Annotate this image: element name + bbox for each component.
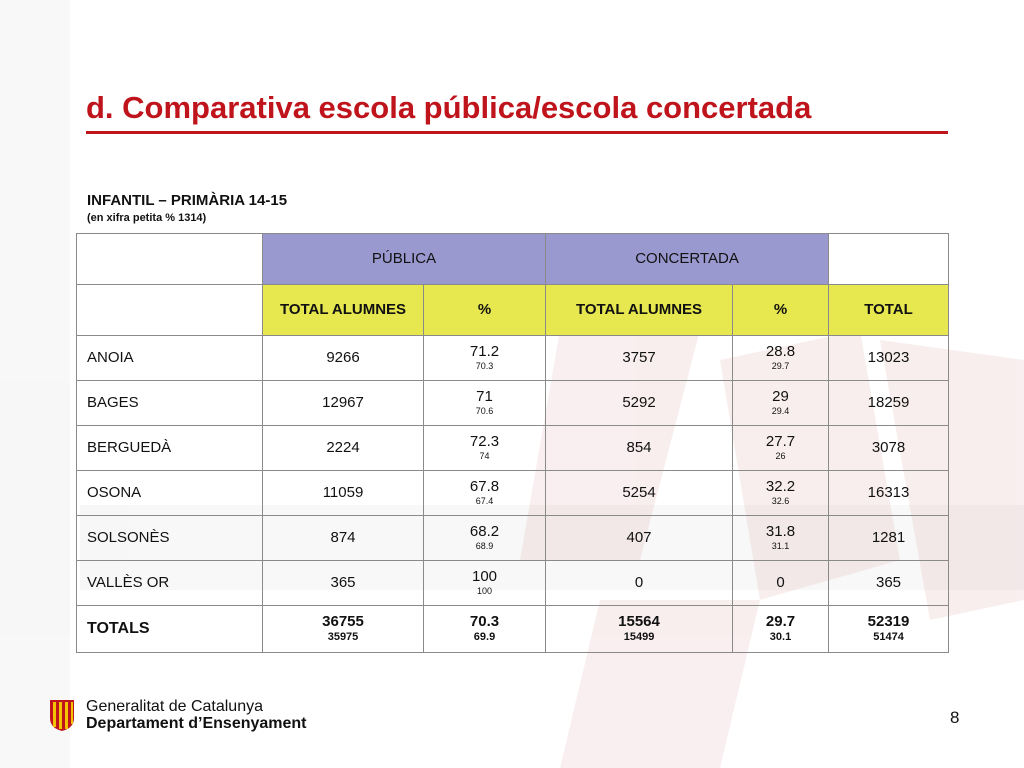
- pct-value: 28.8: [765, 343, 796, 361]
- public-group-header: PÚBLICA: [263, 234, 546, 285]
- total-cell: 3078: [829, 426, 949, 471]
- pub-total-cell: 2224: [263, 426, 424, 471]
- pct-value: 29: [772, 388, 789, 406]
- page-number: 8: [950, 708, 960, 727]
- total-prev-value: 51474: [873, 631, 904, 644]
- totals-label: TOTALS: [77, 606, 263, 653]
- pct-prev-value: 30.1: [769, 631, 792, 644]
- pub-total-cell: 365: [263, 561, 424, 606]
- pct-value: 100: [471, 568, 498, 586]
- pct-value: 71: [476, 388, 493, 406]
- pct-prev-value: 31.1: [771, 541, 790, 552]
- total-cell: [829, 606, 949, 653]
- con-pct-cell: [733, 606, 829, 653]
- pub-pct-cell: [424, 606, 546, 653]
- pct-prev-value: 26: [775, 451, 786, 462]
- con-total-cell: 3757: [546, 336, 733, 381]
- total-value: 52319: [867, 613, 910, 631]
- con-total-cell: 0: [546, 561, 733, 606]
- row-name: SOLSONÈS: [77, 516, 263, 561]
- pub-total-cell: 874: [263, 516, 424, 561]
- pub-total-cell: [263, 606, 424, 653]
- col-header-con-total: TOTAL ALUMNES: [546, 285, 733, 336]
- pct-prev-value: 67.4: [475, 496, 494, 507]
- pct-value: 27.7: [765, 433, 796, 451]
- empty-header-cell: [829, 234, 949, 285]
- total-value: 15564: [618, 613, 660, 631]
- empty-header-cell: [77, 285, 263, 336]
- pct-prev-value: 100: [476, 586, 493, 597]
- pct-value: 71.2: [469, 343, 500, 361]
- pub-pct-cell: [424, 516, 546, 561]
- total-prev-value: 35975: [327, 631, 359, 644]
- pct-value: 72.3: [469, 433, 500, 451]
- pct-value: 68.2: [469, 523, 500, 541]
- pub-pct-cell: [424, 471, 546, 516]
- table-row: [77, 471, 949, 516]
- org-name-line2: Departament d’Ensenyament: [86, 715, 307, 732]
- generalitat-logo-icon: [48, 698, 76, 732]
- con-total-cell: 854: [546, 426, 733, 471]
- table-row: [77, 516, 949, 561]
- con-pct-cell: [733, 381, 829, 426]
- pub-total-cell: 11059: [263, 471, 424, 516]
- total-cell: 13023: [829, 336, 949, 381]
- row-name: ANOIA: [77, 336, 263, 381]
- pub-pct-cell: [424, 426, 546, 471]
- pct-value: 0: [776, 574, 785, 592]
- total-cell: 18259: [829, 381, 949, 426]
- column-header-row: [77, 285, 949, 336]
- comparison-table: [76, 233, 949, 653]
- table-row: [77, 381, 949, 426]
- pct-prev-value: 68.9: [475, 541, 494, 552]
- empty-header-cell: [77, 234, 263, 285]
- pub-total-cell: 9266: [263, 336, 424, 381]
- con-pct-cell: [733, 516, 829, 561]
- pct-prev-value: 70.6: [475, 406, 494, 417]
- col-header-pub-pct: %: [424, 285, 546, 336]
- total-cell: 16313: [829, 471, 949, 516]
- page-title: d. Comparativa escola pública/escola concertada: [86, 90, 812, 125]
- con-pct-cell: [733, 561, 829, 606]
- pct-prev-value: 32.6: [771, 496, 790, 507]
- col-header-total: TOTAL: [829, 285, 949, 336]
- title-underline: [86, 131, 948, 134]
- pub-pct-cell: [424, 336, 546, 381]
- total-value: 36755: [322, 613, 364, 631]
- pct-value: 29.7: [765, 613, 796, 631]
- total-cell: 1281: [829, 516, 949, 561]
- pct-prev-value: 29.7: [771, 361, 790, 372]
- pct-value: 31.8: [765, 523, 796, 541]
- con-total-cell: 5254: [546, 471, 733, 516]
- row-name: VALLÈS OR: [77, 561, 263, 606]
- pct-prev-value: 29.4: [771, 406, 790, 417]
- pct-prev-value: 74: [479, 451, 490, 462]
- pct-value: 67.8: [469, 478, 500, 496]
- total-prev-value: 15499: [623, 631, 655, 644]
- total-cell: 365: [829, 561, 949, 606]
- con-pct-cell: [733, 336, 829, 381]
- col-header-pub-total: TOTAL ALUMNES: [263, 285, 424, 336]
- pct-value: 32.2: [765, 478, 796, 496]
- con-total-cell: 407: [546, 516, 733, 561]
- row-name: BERGUEDÀ: [77, 426, 263, 471]
- pct-prev-value: 69.9: [473, 631, 496, 644]
- con-pct-cell: [733, 471, 829, 516]
- con-total-cell: 5292: [546, 381, 733, 426]
- table-subtitle: INFANTIL – PRIMÀRIA 14-15: [87, 192, 288, 209]
- row-name: BAGES: [77, 381, 263, 426]
- pub-total-cell: 12967: [263, 381, 424, 426]
- pub-pct-cell: [424, 381, 546, 426]
- pct-prev-value: 70.3: [475, 361, 494, 372]
- pct-value: 70.3: [469, 613, 500, 631]
- org-name-line1: Generalitat de Catalunya: [86, 698, 263, 715]
- con-total-cell: [546, 606, 733, 653]
- col-header-con-pct: %: [733, 285, 829, 336]
- totals-row: [77, 606, 949, 653]
- table-row: [77, 561, 949, 606]
- table-row: [77, 336, 949, 381]
- group-header-row: [77, 234, 949, 285]
- pub-pct-cell: [424, 561, 546, 606]
- row-name: OSONA: [77, 471, 263, 516]
- table-row: [77, 426, 949, 471]
- concerted-group-header: CONCERTADA: [546, 234, 829, 285]
- con-pct-cell: [733, 426, 829, 471]
- table-note: (en xifra petita % 1314): [87, 212, 207, 224]
